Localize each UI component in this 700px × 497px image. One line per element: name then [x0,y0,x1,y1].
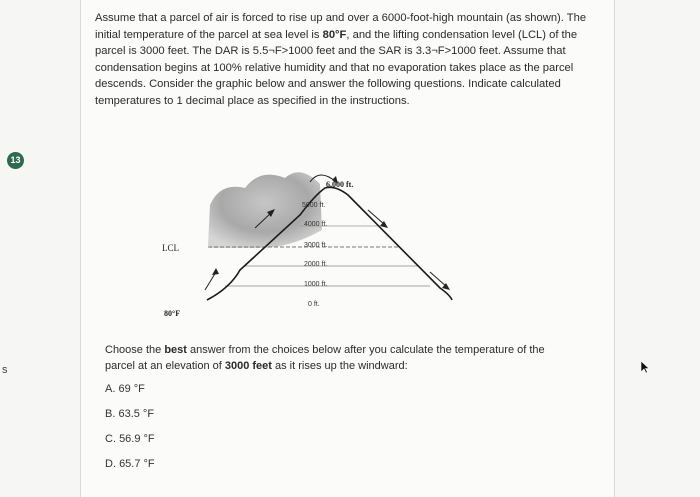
cloud-graphic [208,172,322,248]
choice-text: 69 °F [118,383,145,395]
peak-label: 6,000 ft. [326,180,354,189]
choice-text: 65.7 °F [119,458,155,470]
choice-text: 63.5 °F [118,408,155,420]
left-margin-text: s [2,364,8,376]
mountain-diagram [150,160,470,330]
choice-letter: B. [105,408,116,420]
question-elevation: 3000 feet [224,360,272,372]
choice-a[interactable] [105,382,155,407]
choice-c[interactable] [105,432,155,457]
rise-arrow-low-head [212,268,219,275]
question-best: best [164,344,187,356]
problem-text-part1: Assume that a parcel of air is forced to rise up and over a 6000-foot-high mountain (as shown). The initial temperature of the parcel at sea level is [95,12,587,41]
mouse-cursor-icon [640,360,650,374]
problem-statement [95,10,595,109]
choice-letter: C. [105,433,116,445]
altitude-label-5000: 5000 ft. [302,202,326,209]
altitude-label-2000: 2000 ft. [304,261,328,268]
choice-letter: D. [105,458,116,470]
lcl-label: LCL [162,243,179,253]
problem-text-part2: , and the lifting condensation level (LCL) of the parcel is 3000 feet. The DAR is 5.5¬F>1000 feet and the SAR is 3.3¬F>1000 feet. Assume that condensation begins at 100% relative humidity and that no evaporation takes place as the parcel descends. Consider the graphic below and answer the following questions. Indicate calculated temperatures to 1 decimal place as specified in the instructions. [95,28,578,107]
choice-b[interactable] [105,407,155,432]
choice-d[interactable] [105,457,155,482]
initial-temperature: 80°F [322,28,347,41]
question-text [105,342,565,374]
altitude-label-0: 0 ft. [308,301,320,308]
question-number-badge[interactable]: 13 [7,152,24,169]
altitude-label-4000: 4000 ft. [304,221,328,228]
choice-letter: A. [105,383,116,395]
rise-arrow-low [205,272,216,290]
question-text-pre: Choose the [105,344,165,356]
question-text-post: as it rises up the windward: [271,360,408,372]
choice-text: 56.9 °F [119,433,155,445]
answer-choices [105,382,155,482]
question-text-mid: answer from the choices below after you calculate the temperature of the parcel at an elevation of [105,344,545,372]
altitude-label-1000: 1000 ft. [304,281,328,288]
base-temperature-label: 80°F [164,309,181,318]
altitude-label-3000: 3000 ft. [304,242,328,249]
